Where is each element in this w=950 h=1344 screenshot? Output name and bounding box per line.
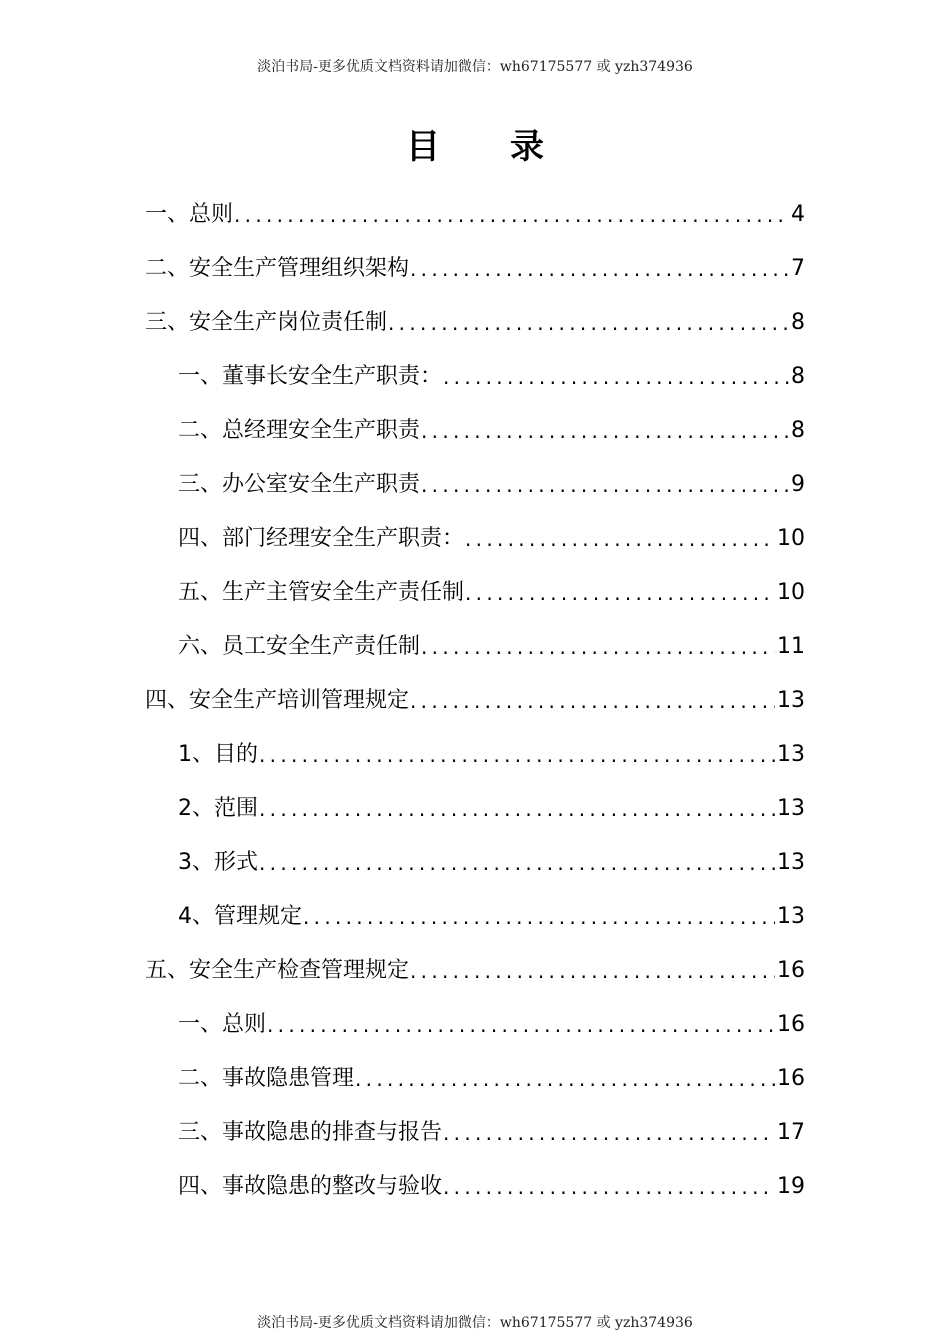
toc-entry-page-number: 8 [791, 418, 805, 443]
toc-dot-leader [442, 1106, 775, 1160]
toc-entry-page-number: 13 [777, 850, 805, 875]
toc-entry-page-number: 19 [777, 1174, 805, 1199]
toc-entry[interactable] [145, 782, 805, 836]
toc-dot-leader [233, 188, 789, 242]
toc-dot-leader [409, 674, 775, 728]
toc-entry-label: 四、事故隐患的整改与验收 [178, 1174, 443, 1199]
toc-entry-page-number: 16 [777, 1012, 805, 1037]
toc-entry-label: 六、员工安全生产责任制 [178, 634, 421, 659]
toc-entry[interactable] [145, 404, 805, 458]
toc-dot-leader [420, 404, 789, 458]
toc-entry-label: 2、范围 [178, 796, 258, 821]
toc-entry-page-number: 13 [777, 742, 805, 767]
toc-entry-label: 二、安全生产管理组织架构 [145, 256, 410, 281]
toc-entry-page-number: 17 [777, 1120, 805, 1145]
toc-entry[interactable] [145, 566, 805, 620]
toc-entry-label: 二、总经理安全生产职责 [178, 418, 421, 443]
toc-entry[interactable] [145, 1106, 805, 1160]
toc-dot-leader [409, 944, 775, 998]
toc-entry-label: 四、安全生产培训管理规定 [145, 688, 410, 713]
page-footer: 淡泊书局-更多优质文档资料请加微信：wh67175577 或 yzh374936 [257, 1315, 693, 1331]
toc-dot-leader [258, 782, 775, 836]
toc-entry-page-number: 13 [777, 796, 805, 821]
toc-entry-label: 三、事故隐患的排查与报告 [178, 1120, 443, 1145]
toc-entry-page-number: 16 [777, 958, 805, 983]
page-header: 淡泊书局-更多优质文档资料请加微信：wh67175577 或 yzh374936 [257, 59, 693, 75]
toc-dot-leader [442, 350, 789, 404]
toc-entry[interactable] [145, 296, 805, 350]
toc-entry-label: 一、董事长安全生产职责： [178, 364, 443, 389]
toc-dot-leader [464, 512, 775, 566]
toc-entry-label: 1、目的 [178, 742, 258, 767]
toc-dot-leader [442, 1160, 775, 1214]
toc-entry[interactable] [145, 1160, 805, 1214]
toc-entry-label: 一、总则 [145, 202, 234, 227]
toc-entry-label: 一、总则 [178, 1012, 267, 1037]
toc-dot-leader [258, 836, 775, 890]
toc-entry-page-number: 8 [791, 310, 805, 335]
toc-entry[interactable] [145, 728, 805, 782]
toc-entry-page-number: 13 [777, 688, 805, 713]
toc-entry[interactable] [145, 890, 805, 944]
toc-entry-label: 4、管理规定 [178, 904, 302, 929]
toc-entry[interactable] [145, 242, 805, 296]
toc-entry[interactable] [145, 620, 805, 674]
toc-entry-page-number: 13 [777, 904, 805, 929]
toc-entry[interactable] [145, 674, 805, 728]
toc-entry-label: 3、形式 [178, 850, 258, 875]
toc-entry-label: 二、事故隐患管理 [178, 1066, 355, 1091]
table-of-contents [145, 188, 805, 1214]
toc-entry[interactable] [145, 998, 805, 1052]
toc-dot-leader [420, 458, 789, 512]
toc-entry-page-number: 4 [791, 202, 805, 227]
toc-entry-label: 三、办公室安全生产职责 [178, 472, 421, 497]
toc-entry-page-number: 11 [777, 634, 805, 659]
toc-entry[interactable] [145, 350, 805, 404]
toc-entry[interactable] [145, 836, 805, 890]
toc-dot-leader [266, 998, 775, 1052]
toc-entry[interactable] [145, 944, 805, 998]
toc-dot-leader [387, 296, 789, 350]
toc-entry-page-number: 10 [777, 526, 805, 551]
toc-dot-leader [354, 1052, 775, 1106]
toc-dot-leader [420, 620, 775, 674]
toc-entry[interactable] [145, 512, 805, 566]
toc-entry[interactable] [145, 188, 805, 242]
toc-entry-label: 三、安全生产岗位责任制 [145, 310, 388, 335]
toc-dot-leader [302, 890, 775, 944]
toc-entry-page-number: 10 [777, 580, 805, 605]
toc-entry-page-number: 7 [791, 256, 805, 281]
toc-entry-page-number: 8 [791, 364, 805, 389]
toc-entry-page-number: 9 [791, 472, 805, 497]
toc-entry-label: 五、生产主管安全生产责任制 [178, 580, 465, 605]
toc-entry[interactable] [145, 458, 805, 512]
toc-entry-label: 五、安全生产检查管理规定 [145, 958, 410, 983]
toc-entry[interactable] [145, 1052, 805, 1106]
toc-dot-leader [258, 728, 775, 782]
toc-dot-leader [409, 242, 789, 296]
page-title: 目录 [406, 127, 614, 167]
toc-entry-page-number: 16 [777, 1066, 805, 1091]
toc-entry-label: 四、部门经理安全生产职责： [178, 526, 465, 551]
toc-dot-leader [464, 566, 775, 620]
